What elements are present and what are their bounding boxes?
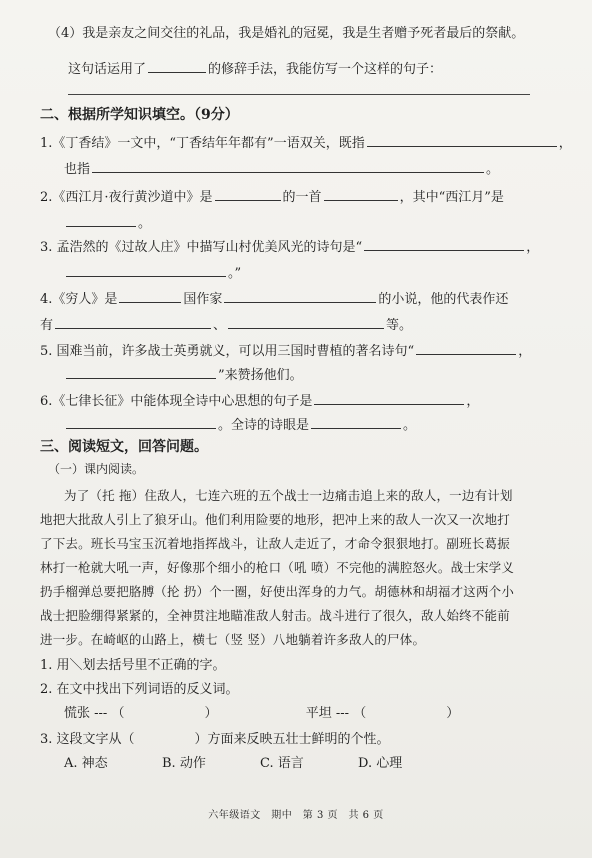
s2-item4-blank2[interactable]	[224, 289, 376, 303]
s2-item4-line1: 4.《穷人》是 国作家 的小说，他的代表作还	[40, 288, 592, 307]
option-a[interactable]: A. 神态	[64, 756, 108, 771]
s3-question-1: 1. 用＼划去括号里不正确的字。	[40, 658, 226, 673]
s2-item6-line1: 6.《七律长征》中能体现全诗中心思想的句子是 ，	[40, 390, 592, 409]
s2-item2-blank3[interactable]	[66, 213, 136, 227]
passage-line-3: 了下去。班长马宝玉沉着地指挥战斗，让敌人走近了，才命令狠狠地打。副班长葛振	[40, 536, 510, 551]
s2-item6-blank3[interactable]	[311, 415, 401, 429]
passage-line-2: 地把大批敌人引上了狼牙山。他们利用险要的地形，把冲上来的敌人一次又一次地打	[40, 512, 510, 527]
s2-item3-line2: 。”	[64, 262, 592, 281]
section2-title: 二、根据所学知识填空。（9分）	[40, 107, 239, 123]
s2-item3-blank2[interactable]	[66, 263, 226, 277]
passage-line-1: 为了（托 拖）住敌人，七连六班的五个战士一边痛击追上来的敌人，一边有计划	[64, 488, 513, 503]
s2-item4-line2: 有 、 等。	[40, 314, 592, 333]
s2-item4-blank3[interactable]	[55, 315, 211, 329]
s3-q2-words: 慌张 --- （ ） 平坦 --- （ ）	[64, 706, 460, 721]
s2-item1-line2: 也指 。	[64, 158, 592, 177]
s2-item6-blank1[interactable]	[314, 391, 464, 405]
q4-sentence: （4）我是亲友之间交往的礼品，我是婚礼的冠冕，我是生者赠予死者最后的祭献。	[48, 26, 525, 41]
rhetoric-blank[interactable]	[148, 59, 206, 73]
option-d[interactable]: D. 心理	[358, 756, 403, 771]
s2-item4-blank4[interactable]	[228, 315, 384, 329]
s2-item1-blank2[interactable]	[92, 159, 484, 173]
passage-line-6: 战士把脸绷得紧紧的，全神贯注地瞄准敌人射击。战斗进行了很久，敌人始终不能前	[40, 608, 510, 623]
s3-question-3: 3. 这段文字从（ ）方面来反映五壮士鲜明的个性。	[40, 732, 390, 747]
q4-rhetoric-line: 这句话运用了 的修辞手法，我能仿写一个这样的句子：	[68, 58, 592, 77]
page-footer: 六年级语文 期中 第 3 页 共 6 页	[208, 810, 384, 821]
s2-item4-blank1[interactable]	[119, 289, 181, 303]
s2-item1-blank1[interactable]	[367, 133, 557, 147]
passage-line-4: 林打一枪就大吼一声，好像那个细小的枪口（吼 喷）不完他的满腔怒火。战士宋学义	[40, 560, 515, 575]
s2-item6-blank2[interactable]	[66, 415, 216, 429]
section3-subtitle: （一）课内阅读。	[48, 462, 145, 476]
s2-item2-line2: 。	[64, 212, 592, 231]
imitation-answer-line[interactable]	[68, 94, 530, 95]
s2-item2-blank2[interactable]	[324, 187, 398, 201]
s3-question-2: 2. 在文中找出下列词语的反义词。	[40, 682, 239, 697]
s2-item3-line1: 3. 孟浩然的《过故人庄》中描写山村优美风光的诗句是“ ，	[40, 236, 592, 255]
option-b[interactable]: B. 动作	[162, 756, 206, 771]
s2-item2-blank1[interactable]	[215, 187, 281, 201]
passage-line-7: 进一步。在崎岖的山路上，横七（竖 竖）八地躺着许多敌人的尸体。	[40, 632, 426, 647]
s2-item6-line2: 。全诗的诗眼是 。	[64, 414, 592, 433]
option-c[interactable]: C. 语言	[260, 756, 304, 771]
section3-title: 三、阅读短文，回答问题。	[40, 439, 208, 455]
s2-item5-line2: ”来赞扬他们。	[64, 364, 592, 383]
s2-item1-line1: 1.《丁香结》一文中，“丁香结年年都有”一语双关，既指 ，	[40, 132, 592, 151]
s2-item5-line1: 5. 国难当前，许多战士英勇就义，可以用三国时曹植的著名诗句“ ，	[40, 340, 592, 359]
passage-line-5: 扔手榴弹总要把胳膊（抡 扔）个一圈，好使出浑身的力气。胡德林和胡福才这两个小	[40, 584, 515, 599]
s3-q3-options	[64, 752, 592, 771]
s2-item5-blank1[interactable]	[416, 341, 516, 355]
s2-item3-blank1[interactable]	[364, 237, 524, 251]
s2-item2-line1: 2.《西江月·夜行黄沙道中》是 的一首 ，其中“西江月”是	[40, 186, 592, 205]
s2-item5-blank2[interactable]	[66, 365, 216, 379]
